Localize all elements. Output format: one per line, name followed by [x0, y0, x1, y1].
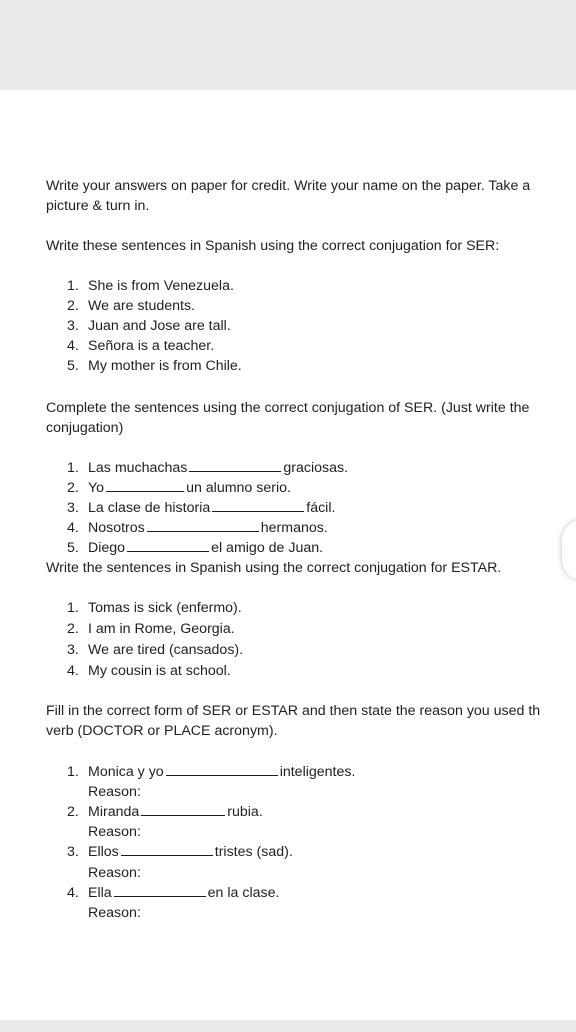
reason-label: Reason: — [88, 905, 141, 921]
intro-text: Write your answers on paper for credit. Write your name on the paper. Take a picture & turn in. — [46, 178, 531, 214]
list-item: 1. Tomas is sick (enfermo). — [67, 600, 242, 616]
list-item: 4. Señora is a teacher. — [67, 338, 215, 354]
list-item: 4. Ella en la clase. — [67, 885, 280, 901]
list-item: 3. We are tired (cansados). — [67, 642, 244, 658]
section2-heading-line1: Complete the sentences using the correct conjugation of SER. (Just write the — [46, 400, 530, 416]
answer-blank — [121, 842, 213, 856]
list-item: 3. Ellos tristes (sad). — [67, 844, 293, 860]
section4-heading-line2: verb (DOCTOR or PLACE acronym). — [46, 723, 278, 739]
reason-label: Reason: — [88, 784, 141, 800]
list-item: 1. Las muchachas graciosas. — [67, 460, 349, 476]
reason-label: Reason: — [88, 824, 141, 840]
section3-heading: Write the sentences in Spanish using the correct conjugation for ESTAR. — [46, 560, 502, 576]
answer-blank — [212, 498, 304, 512]
list-item: 3. Juan and Jose are tall. — [67, 318, 231, 334]
section1-heading: Write these sentences in Spanish using the correct conjugation for SER: — [46, 238, 500, 254]
document-page — [0, 90, 576, 1020]
section2-heading-line2: conjugation) — [46, 420, 124, 436]
top-bar — [0, 0, 576, 90]
list-item: 1. Monica y yo inteligentes. — [67, 764, 356, 780]
answer-blank — [141, 802, 225, 816]
list-item: 4. Nosotros hermanos. — [67, 520, 328, 536]
reason-label: Reason: — [88, 865, 141, 881]
answer-blank — [189, 458, 281, 472]
list-item: 4. My cousin is at school. — [67, 663, 231, 679]
list-item: 2. Yo un alumno serio. — [67, 480, 291, 496]
bottom-bar — [0, 1020, 576, 1032]
answer-blank — [147, 518, 259, 532]
list-item: 2. Miranda rubia. — [67, 804, 263, 820]
answer-blank — [114, 883, 206, 897]
list-item: 5. My mother is from Chile. — [67, 358, 242, 374]
answer-blank — [166, 762, 278, 776]
list-item: 1. She is from Venezuela. — [67, 278, 234, 294]
list-item: 5. Diego el amigo de Juan. — [67, 540, 324, 556]
answer-blank — [106, 478, 184, 492]
answer-blank — [127, 538, 209, 552]
list-item: 3. La clase de historia fácil. — [67, 500, 336, 516]
section4-heading-line1: Fill in the correct form of SER or ESTAR and then state the reason you used th — [46, 703, 541, 719]
list-item: 2. I am in Rome, Georgia. — [67, 621, 235, 637]
list-item: 2. We are students. — [67, 298, 195, 314]
